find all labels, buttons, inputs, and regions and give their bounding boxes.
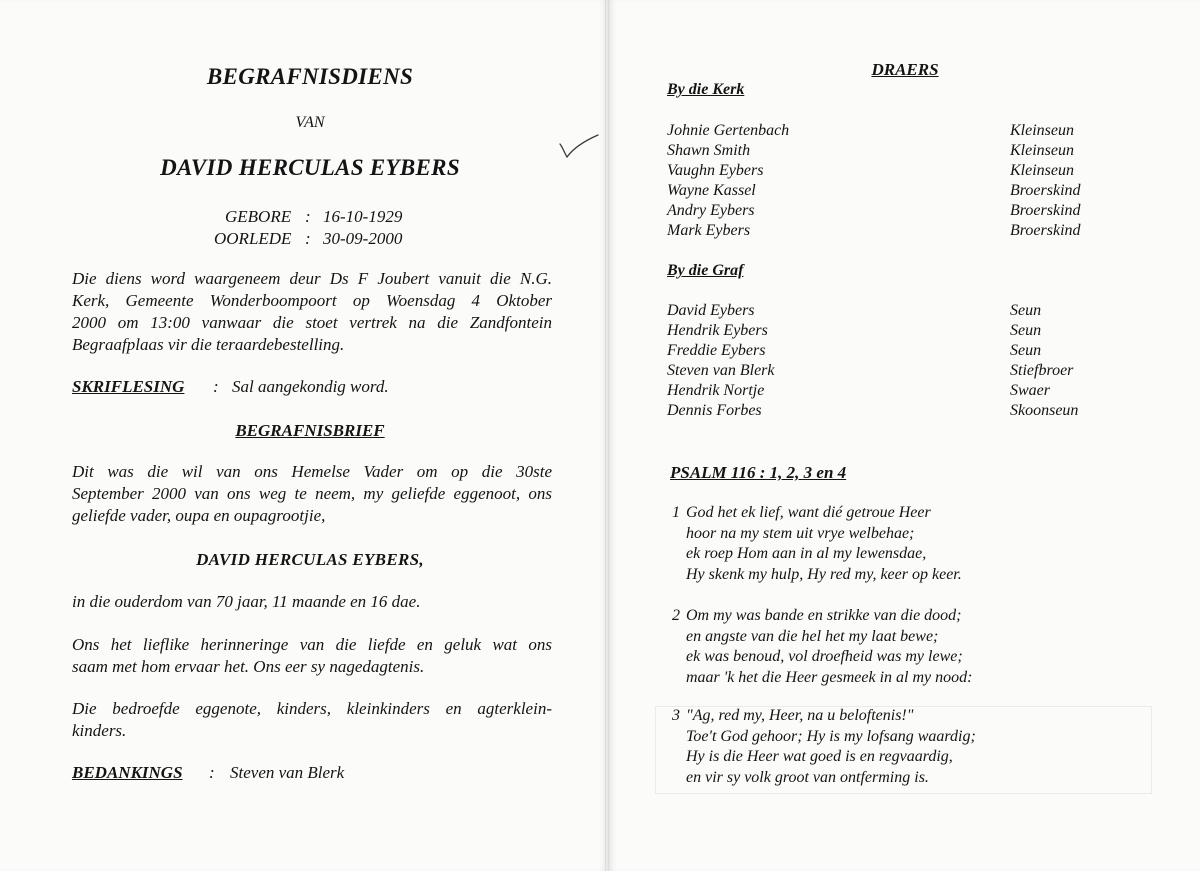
verse-number: 3 xyxy=(672,707,680,724)
verse-line: ek roep Hom aan in al my lewensdae, xyxy=(686,545,927,562)
verse-number: 1 xyxy=(672,504,680,521)
bearer-name: Freddie Eybers xyxy=(667,342,766,359)
list-item xyxy=(667,222,1107,242)
bearer-relation: Broerskind xyxy=(1010,202,1081,219)
bearer-relation: Kleinseun xyxy=(1010,142,1074,159)
psalm-verse xyxy=(686,606,972,688)
died-sep: : xyxy=(305,229,311,248)
bearer-relation: Seun xyxy=(1010,302,1042,319)
list-item xyxy=(667,302,1107,322)
age-line: in die ouderdom van 70 jaar, 11 maande en 16 dae. xyxy=(72,592,421,611)
bearer-name: David Eybers xyxy=(667,302,755,319)
list-item xyxy=(667,122,1107,142)
list-item xyxy=(667,402,1107,422)
verse-line: Toe't God gehoor; Hy is my lofsang waardig; xyxy=(686,727,976,745)
psalm-verse xyxy=(686,503,962,585)
service-line: Begraafplaas vir die teraardebestelling. xyxy=(72,335,345,354)
letter-name: DAVID HERCULAS EYBERS, xyxy=(196,550,424,569)
verse-line: God het ek lief, want dié getroue Heer xyxy=(686,504,931,521)
deceased-name: DAVID HERCULAS EYBERS xyxy=(160,155,460,180)
verse-line: hoor na my stem uit vrye welbehae; xyxy=(686,524,915,542)
list-item xyxy=(667,162,1107,182)
verse-line: en angste van die hel het my laat bewe; xyxy=(686,627,939,645)
born-sep: : xyxy=(305,207,311,226)
born-date: 16-10-1929 xyxy=(323,207,403,226)
mourners-line: Die bedroefde eggenote, kinders, kleinkinders en agterklein- xyxy=(72,699,552,718)
list-item xyxy=(667,202,1107,222)
memory-paragraph xyxy=(72,634,552,678)
list-item xyxy=(667,322,1107,342)
bearer-relation: Kleinseun xyxy=(1010,162,1074,179)
check-mark-icon xyxy=(558,132,600,160)
bearer-relation: Stiefbroer xyxy=(1010,362,1074,379)
bearer-name: Mark Eybers xyxy=(667,222,751,239)
bearer-name: Johnie Gertenbach xyxy=(667,122,790,139)
list-item xyxy=(667,182,1107,202)
thanks-text: Steven van Blerk xyxy=(230,763,345,782)
bearer-relation: Broerskind xyxy=(1010,222,1081,239)
letter-heading: BEGRAFNISBRIEF xyxy=(235,421,385,440)
church-heading: By die Kerk xyxy=(667,81,745,98)
bearer-relation: Seun xyxy=(1010,342,1042,359)
list-item xyxy=(667,142,1107,162)
verse-line: Hy skenk my hulp, Hy red my, keer op keer. xyxy=(686,565,962,583)
reading-label: SKRIFLESING xyxy=(72,377,185,396)
show-through-box xyxy=(655,706,1152,794)
bearer-name: Dennis Forbes xyxy=(667,402,762,419)
verse-line: ek was benoud, vol droefheid was my lewe; xyxy=(686,648,963,665)
mourners-line: kinders. xyxy=(72,721,127,740)
bearer-name: Hendrik Eybers xyxy=(667,322,768,339)
bearer-relation: Broerskind xyxy=(1010,182,1081,199)
van-label: VAN xyxy=(295,114,325,131)
bearers-heading: DRAERS xyxy=(871,60,939,79)
reading-sep: : xyxy=(213,377,219,396)
bearer-name: Shawn Smith xyxy=(667,142,751,159)
bearer-name: Steven van Blerk xyxy=(667,362,775,379)
page-fold xyxy=(605,0,609,871)
verse-line: Om my was bande en strikke van die dood; xyxy=(686,607,962,624)
bearer-name: Hendrik Nortje xyxy=(667,382,765,399)
service-paragraph xyxy=(72,268,552,356)
list-item xyxy=(667,382,1107,402)
bearer-relation: Swaer xyxy=(1010,382,1050,399)
memory-line: Ons het lieflike herinneringe van die liefde en geluk wat ons xyxy=(72,635,552,654)
list-item xyxy=(667,362,1107,382)
bearer-name: Andry Eybers xyxy=(667,202,755,219)
verse-line: maar 'k het die Heer gesmeek in al my nood: xyxy=(686,668,973,686)
bearer-relation: Skoonseun xyxy=(1010,402,1079,419)
bearer-relation: Seun xyxy=(1010,322,1042,339)
grave-heading: By die Graf xyxy=(667,262,744,279)
letter-line: geliefde vader, oupa en oupagrootjie, xyxy=(72,506,326,525)
list-item xyxy=(667,342,1107,362)
thanks-sep: : xyxy=(209,763,215,782)
thanks-label: BEDANKINGS xyxy=(72,763,183,782)
mourners-paragraph xyxy=(72,698,552,742)
document-title: BEGRAFNISDIENS xyxy=(206,64,414,89)
born-label: GEBORE xyxy=(225,207,292,226)
verse-line: en vir sy volk groot van ontferming is. xyxy=(686,768,929,786)
died-label: OORLEDE xyxy=(214,229,292,248)
died-date: 30-09-2000 xyxy=(323,229,403,248)
service-line: 2000 om 13:00 vanwaar die stoet vertrek na die Zandfontein xyxy=(72,313,552,332)
reading-text: Sal aangekondig word. xyxy=(232,377,389,396)
bearer-name: Wayne Kassel xyxy=(667,182,756,199)
service-line: Kerk, Gemeente Wonderboompoort op Woensdag 4 Oktober xyxy=(72,291,552,310)
psalm-heading: PSALM 116 : 1, 2, 3 en 4 xyxy=(670,463,847,482)
verse-line: "Ag, red my, Heer, na u beloftenis!" xyxy=(686,707,914,724)
letter-line: Dit was die wil van ons Hemelse Vader om op die 30ste xyxy=(72,462,552,481)
letter-paragraph xyxy=(72,461,552,527)
letter-line: September 2000 van ons weg te neem, my geliefde eggenoot, ons xyxy=(72,484,552,503)
bearer-relation: Kleinseun xyxy=(1010,122,1074,139)
bearer-name: Vaughn Eybers xyxy=(667,162,764,179)
memory-line: saam met hom ervaar het. Ons eer sy nagedagtenis. xyxy=(72,657,425,676)
verse-line: Hy is die Heer wat goed is en regvaardig, xyxy=(686,748,953,765)
service-line: Die diens word waargeneem deur Ds F Joubert vanuit die N.G. xyxy=(72,269,552,288)
verse-number: 2 xyxy=(672,607,680,624)
